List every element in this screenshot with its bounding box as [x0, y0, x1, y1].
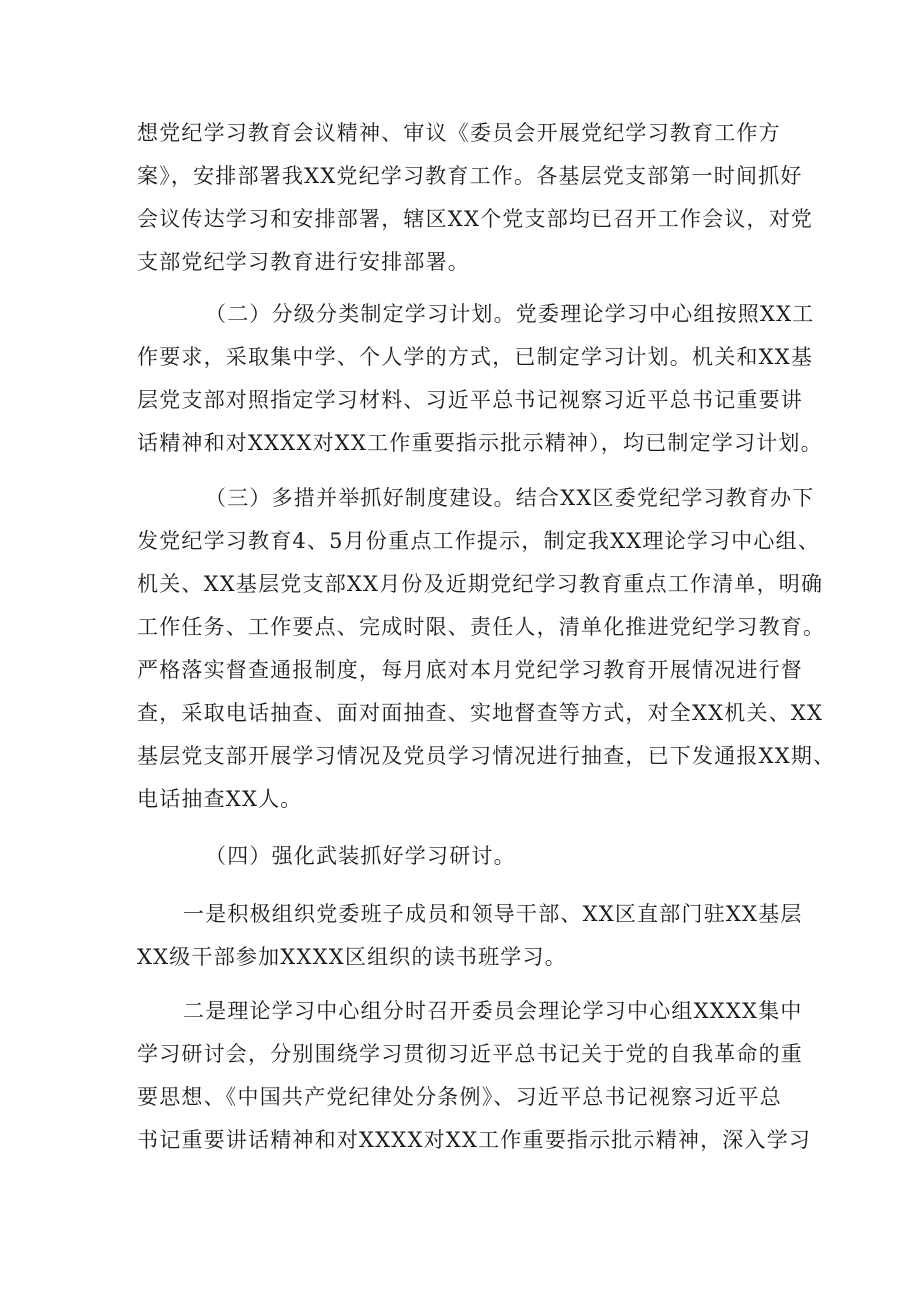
text-line: 电话抽查XX人。 — [137, 787, 303, 811]
paragraph-central-group — [137, 990, 812, 1162]
section-heading-line: （三）多措并举抓好制度建设。结合XX区委党纪学习教育办下 — [205, 486, 815, 510]
paragraph-meeting-continuation — [137, 112, 814, 284]
paragraph-study-discussion-heading — [137, 835, 787, 878]
text-line: 支部党纪学习教育进行安排部署。 — [137, 250, 470, 274]
paragraph-study-plan — [137, 293, 823, 465]
text-line: 书记重要讲话精神和对XXXX对XX工作重要指示批示精神，深入学习 — [137, 1128, 812, 1152]
section-heading-line: （四）强化武装抓好学习研讨。 — [205, 844, 516, 868]
text-line: 作要求，采取集中学、个人学的方式，已制定学习计划。机关和XX基 — [137, 345, 814, 369]
text-line: 要思想、《中国共产党纪律处分条例》、习近平总书记视察习近平总 — [137, 1085, 782, 1109]
text-line: 会议传达学习和安排部署，辖区XX个党支部均已召开工作会议，对党 — [137, 207, 814, 231]
text-line: 话精神和对XXXX对XX工作重要指示批示精神），均已制定学习计划。 — [137, 431, 823, 455]
text-line: 想党纪学习教育会议精神、审议《委员会开展党纪学习教育工作方 — [137, 121, 781, 145]
text-line: 严格落实督查通报制度，每月底对本月党纪学习教育开展情况进行督 — [137, 658, 803, 682]
text-line: 基层党支部开展学习情况及党员学习情况进行抽查，已下发通报XX期、 — [137, 744, 836, 768]
text-line: 层党支部对照指定学习材料、习近平总书记视察习近平总书记重要讲 — [137, 388, 803, 412]
text-line: 二是理论学习中心组分时召开委员会理论学习中心组XXXX集中 — [183, 999, 803, 1023]
text-line: 发党纪学习教育4、5月份重点工作提示，制定我XX理论学习中心组、 — [137, 529, 821, 553]
section-heading-line: （二）分级分类制定学习计划。党委理论学习中心组按照XX工 — [205, 302, 815, 326]
paragraph-reading-class — [137, 893, 803, 979]
text-line: 一是积极组织党委班子成员和领导干部、XX区直部门驻XX基层 — [183, 902, 803, 926]
text-line: 查，采取电话抽查、面对面抽查、实地督查等方式，对全XX机关、XX — [137, 701, 824, 725]
text-line: 机关、XX基层党支部XX月份及近期党纪学习教育重点工作清单，明确 — [137, 572, 824, 596]
text-line: 学习研讨会，分别围绕学习贯彻习近平总书记关于党的自我革命的重 — [137, 1042, 803, 1066]
text-line: XX级干部参加XXXX区组织的读书班学习。 — [137, 945, 567, 969]
paragraph-system-building — [137, 477, 836, 821]
text-line: 案》，安排部署我XX党纪学习教育工作。各基层党支部第一时间抓好 — [137, 164, 803, 188]
text-line: 工作任务、工作要点、完成时限、责任人，清单化推进党纪学习教育。 — [137, 615, 826, 639]
